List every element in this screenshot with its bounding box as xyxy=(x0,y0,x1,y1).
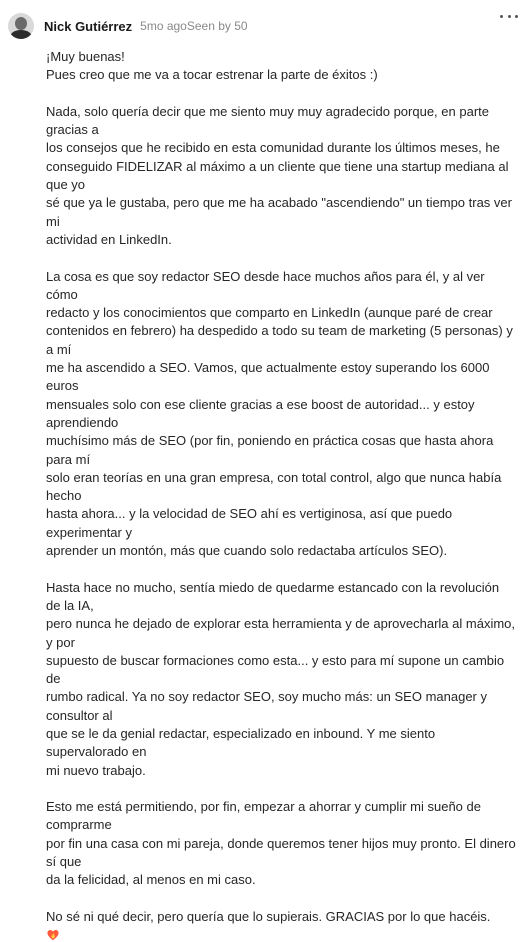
text-line: mensuales solo con ese cliente gracias a ese boost de autoridad... y estoy aprendiendo xyxy=(46,396,475,430)
text-line: redacto y los conocimientos que comparto en LinkedIn (aunque paré de crear xyxy=(46,305,493,321)
text-line: hasta ahora... y la velocidad de SEO ahí es vertiginosa, así que puedo experimentar y xyxy=(46,506,453,540)
text-line: solo eran teorías en una gran empresa, con total control, algo que nunca había hecho xyxy=(46,469,502,504)
post-time: 5mo ago xyxy=(140,19,187,33)
avatar[interactable] xyxy=(8,13,34,39)
text-line: contenidos en febrero) ha despedido a todo su team de marketing (5 personas) y a mí xyxy=(46,323,513,357)
text-line: que se le da genial redactar, especializado en inbound. Y me siento supervalorado en xyxy=(46,725,436,760)
avatar-head-shape xyxy=(15,17,27,30)
heart-on-fire-icon xyxy=(46,928,60,942)
text-line: los consejos que he recibido en esta comunidad durante los últimos meses, he xyxy=(46,140,500,156)
text-line: conseguido FIDELIZAR al máximo a un cliente que tiene una startup mediana al que yo xyxy=(46,158,509,193)
text-line: La cosa es que soy redactor SEO desde hace muchos años para él, y al ver cómo xyxy=(46,268,485,302)
dot xyxy=(500,15,503,18)
text-line: rumbo radical. Ya no soy redactor SEO, soy mucho más: un SEO manager y consultor al xyxy=(46,689,487,723)
text-line: muchísimo más de SEO (por fin, poniendo en práctica cosas que hasta ahora para mí xyxy=(46,433,494,467)
post-header xyxy=(8,10,514,42)
author-name[interactable]: Nick Gutiérrez xyxy=(44,18,133,34)
text-line: Hasta hace no mucho, sentía miedo de quedarme estancado con la revolución de la IA, xyxy=(46,579,500,613)
text-line: me ha ascendido a SEO. Vamos, que actualmente estoy superando los 6000 euros xyxy=(46,360,490,394)
text-line: Nada, solo quería decir que me siento muy muy agradecido porque, en parte gracias a xyxy=(46,103,489,138)
dot xyxy=(515,15,518,18)
paragraph-ai-fear xyxy=(46,579,516,780)
text-line: Pues creo que me va a tocar estrenar la parte de éxitos :) xyxy=(46,67,378,83)
more-options-icon[interactable] xyxy=(500,10,518,22)
greeting-paragraph xyxy=(46,48,516,85)
text-line: da la felicidad, al menos en mi caso. xyxy=(46,872,256,888)
text-line: sé que ya le gustaba, pero que me ha acabado "ascendiendo" un tiempo tras ver mi xyxy=(46,195,512,229)
avatar-shoulders-shape xyxy=(10,30,32,39)
text-line: aprender un montón, más que cuando solo redactaba artículos SEO). xyxy=(46,543,448,559)
text-line: actividad en LinkedIn. xyxy=(46,231,172,247)
post-body xyxy=(46,48,516,942)
paragraph-closing xyxy=(46,908,516,926)
text-line: mi nuevo trabajo. xyxy=(46,762,146,778)
paragraph-gratitude xyxy=(46,103,516,249)
dot xyxy=(508,15,511,18)
paragraph-promotion xyxy=(46,268,516,561)
text-line: ¡Muy buenas! xyxy=(46,49,125,64)
text-line: No sé ni qué decir, pero quería que lo supierais. GRACIAS por lo que hacéis. xyxy=(46,908,491,924)
seen-by-count[interactable]: Seen by 50 xyxy=(186,19,248,33)
text-line: pero nunca he dejado de explorar esta herramienta y de aprovecharla al máximo, y por xyxy=(46,616,515,650)
text-line: supuesto de buscar formaciones como esta... y esto para mí supone un cambio de xyxy=(46,652,505,687)
text-line: por fin una casa con mi pareja, donde queremos tener hijos muy pronto. El dinero sí que xyxy=(46,835,516,870)
paragraph-savings xyxy=(46,798,516,889)
text-line: Esto me está permitiendo, por fin, empezar a ahorrar y cumplir mi sueño de comprarme xyxy=(46,799,481,833)
